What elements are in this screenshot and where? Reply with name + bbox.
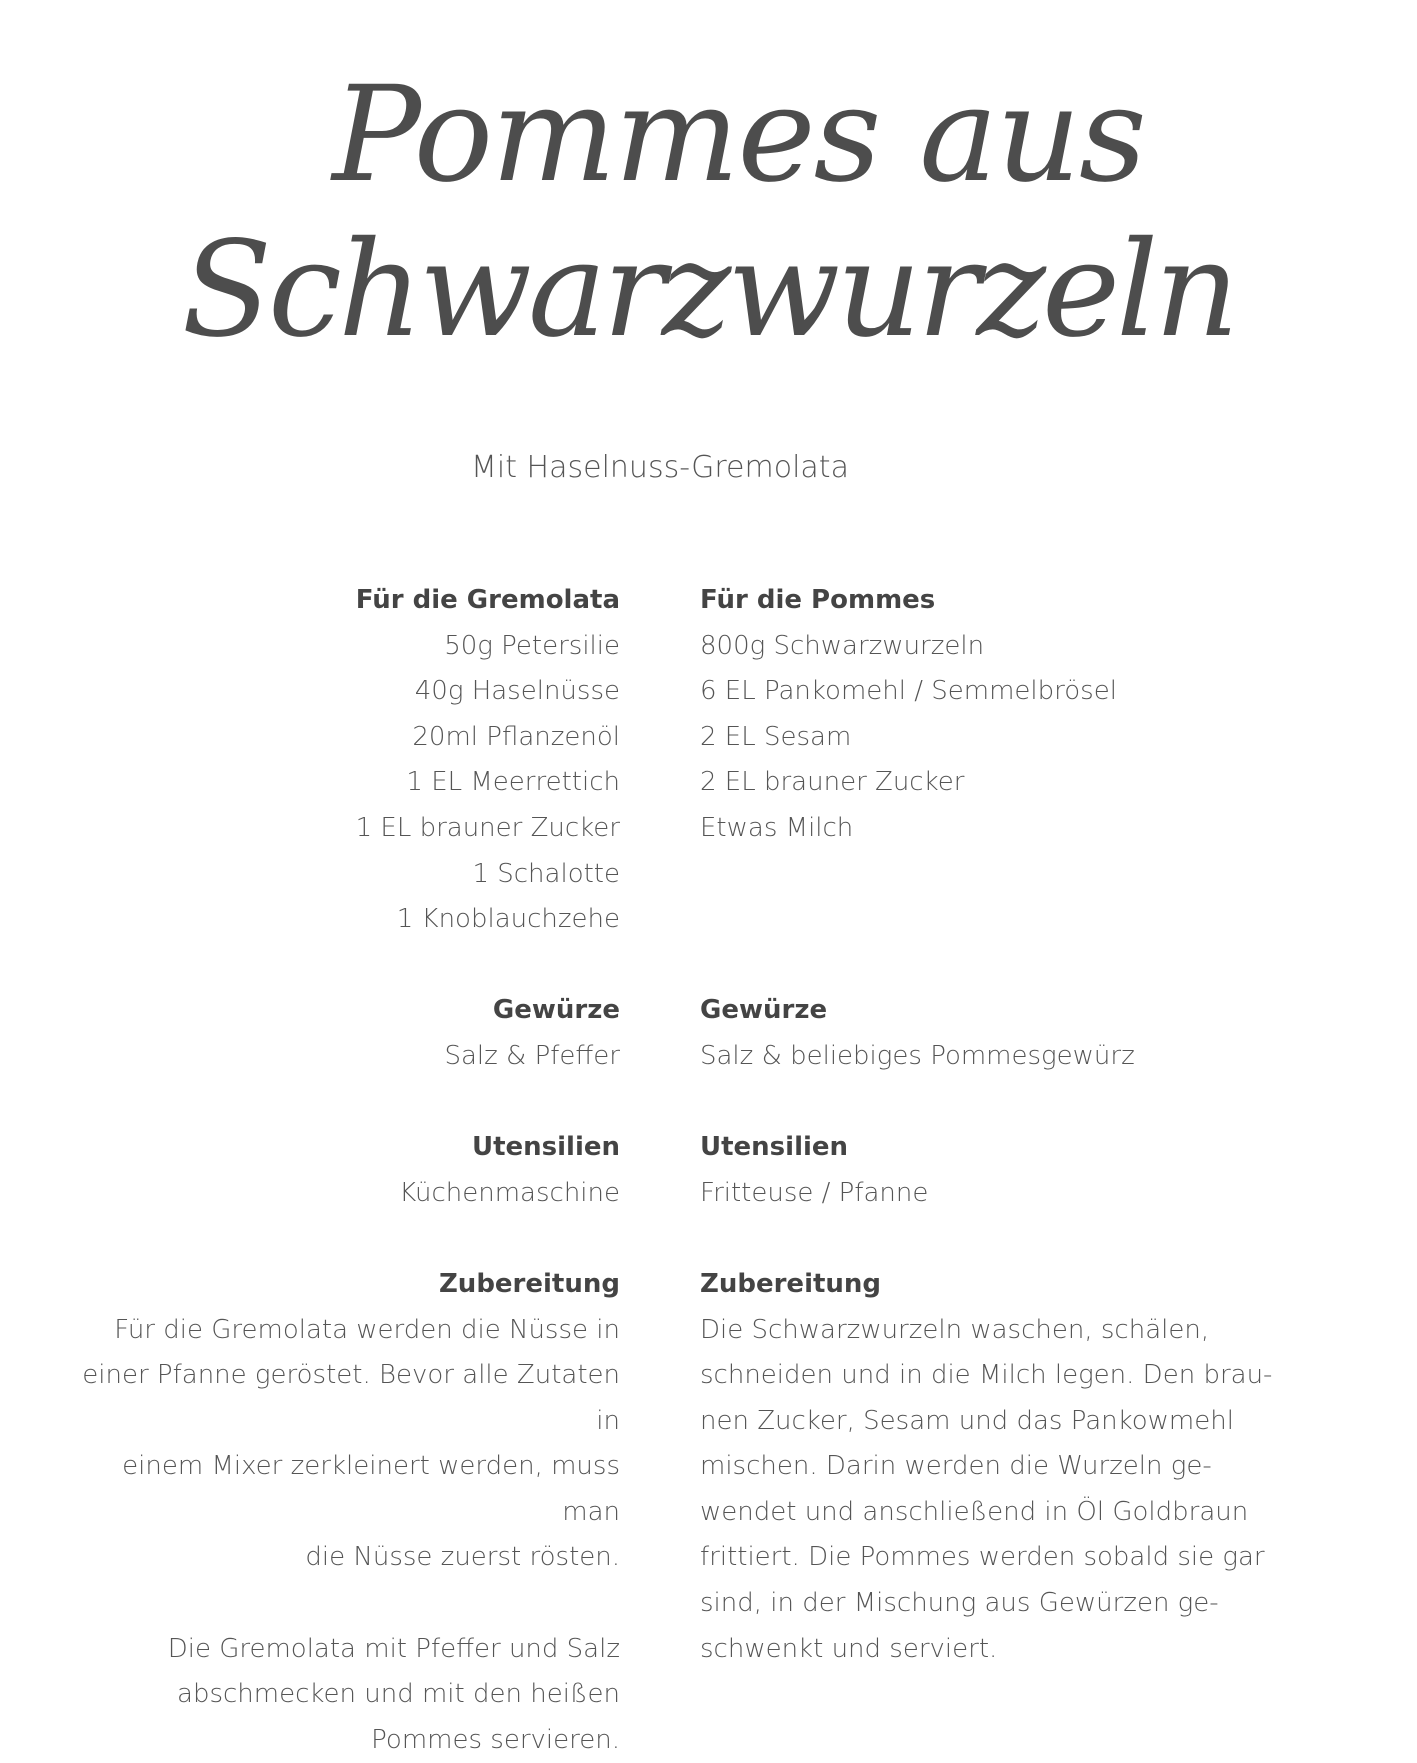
gremolata-column xyxy=(60,578,620,1763)
spacer xyxy=(60,1581,620,1627)
recipe-title-line-1: Pommes aus xyxy=(332,58,1145,212)
spacer xyxy=(700,943,1300,989)
spacer xyxy=(700,1216,1300,1262)
pommes-tools: Fritteuse / Pfanne xyxy=(700,1177,929,1208)
gremolata-tools-heading: Utensilien xyxy=(471,1132,620,1163)
pommes-prep-line: Die Schwarzwurzeln waschen, schälen, xyxy=(700,1314,1210,1345)
gremolata-prep-line: die Nüsse zuerst rösten. xyxy=(305,1542,620,1573)
spacer xyxy=(60,943,620,989)
pommes-ingredient: Etwas Milch xyxy=(700,812,854,843)
pommes-ingredient: 2 EL Sesam xyxy=(700,721,852,752)
gremolata-prep-line: Für die Gremolata werden die Nüsse in xyxy=(114,1314,620,1345)
gremolata-ingredient: 1 Knoblauchzehe xyxy=(396,904,620,935)
gremolata-prep-line: abschmecken und mit den heißen xyxy=(177,1679,620,1710)
pommes-column xyxy=(700,578,1300,1672)
gremolata-tools: Küchenmaschine xyxy=(399,1177,620,1208)
pommes-prep-line: sind, in der Mischung aus Gewürzen ge- xyxy=(700,1588,1219,1619)
recipe-subtitle: Mit Haselnuss-Gremolata xyxy=(471,450,849,485)
gremolata-ingredient: 1 EL brauner Zucker xyxy=(355,812,620,843)
pommes-prep-heading: Zubereitung xyxy=(700,1268,882,1299)
pommes-prep-line: mischen. Darin werden die Wurzeln ge- xyxy=(700,1451,1212,1482)
pommes-prep-line: schwenkt und serviert. xyxy=(700,1633,998,1664)
pommes-ingredient: 800g Schwarzwurzeln xyxy=(700,630,985,661)
gremolata-ingredient: 20ml Pflanzenöl xyxy=(412,721,620,752)
pommes-prep-line: nen Zucker, Sesam und das Pankowmehl xyxy=(700,1405,1234,1436)
gremolata-prep-line: Pommes servieren. xyxy=(371,1724,620,1755)
gremolata-ingredient: 1 Schalotte xyxy=(472,858,620,889)
spacer xyxy=(700,1080,1300,1126)
gremolata-spices: Salz & Pfeffer xyxy=(444,1040,620,1071)
pommes-prep-line: frittiert. Die Pommes werden sobald sie gar xyxy=(700,1542,1265,1573)
pommes-prep-line: schneiden und in die Milch legen. Den brau- xyxy=(700,1360,1273,1391)
gremolata-spices-heading: Gewürze xyxy=(492,995,620,1026)
pommes-prep-line: wendet und anschließend in Öl Goldbraun xyxy=(700,1496,1249,1527)
gremolata-prep-heading: Zubereitung xyxy=(438,1268,620,1299)
gremolata-prep-line: einer Pfanne geröstet. Bevor alle Zutaten in xyxy=(82,1360,620,1436)
recipe-title-line-2: Schwarzwurzeln xyxy=(181,213,1236,367)
gremolata-ingredient: 50g Petersilie xyxy=(444,630,620,661)
spacer xyxy=(60,1216,620,1262)
pommes-spices-heading: Gewürze xyxy=(700,995,828,1026)
pommes-ingredient: 6 EL Pankomehl / Semmelbrösel xyxy=(700,676,1117,707)
spacer xyxy=(700,852,1300,898)
pommes-ingredients-heading: Für die Pommes xyxy=(700,585,936,615)
pommes-spices: Salz & beliebiges Pommesgewürz xyxy=(700,1040,1135,1071)
gremolata-ingredient: 40g Haselnüsse xyxy=(414,676,620,707)
pommes-ingredient: 2 EL brauner Zucker xyxy=(700,767,965,798)
spacer xyxy=(60,1080,620,1126)
pommes-tools-heading: Utensilien xyxy=(700,1132,849,1163)
recipe-title xyxy=(0,60,1417,370)
gremolata-prep-line: Die Gremolata mit Pfeffer und Salz xyxy=(167,1633,620,1664)
gremolata-ingredient: 1 EL Meerrettich xyxy=(406,767,620,798)
spacer xyxy=(700,897,1300,943)
gremolata-prep-line: einem Mixer zerkleinert werden, muss man xyxy=(122,1451,620,1527)
gremolata-ingredients-heading: Für die Gremolata xyxy=(355,585,620,615)
